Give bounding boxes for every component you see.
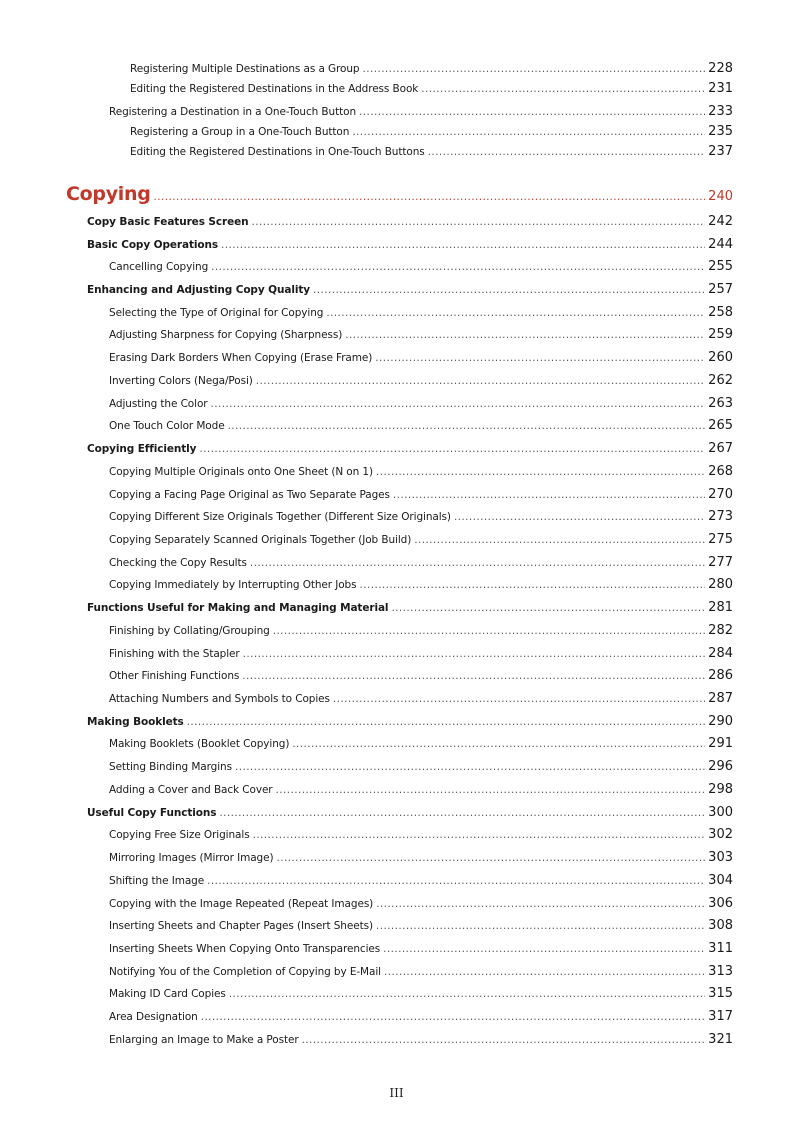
dot-leader — [273, 625, 705, 637]
toc-entry-title: Setting Binding Margins — [109, 761, 232, 773]
toc-entry-page: 255 — [708, 259, 733, 274]
dot-leader — [243, 648, 706, 660]
dot-leader — [219, 807, 705, 819]
dot-leader — [199, 443, 705, 455]
toc-chapter-copying[interactable] — [66, 183, 733, 205]
dot-leader — [383, 943, 705, 955]
toc-entry-page: 268 — [708, 464, 733, 479]
toc-entry-page: 282 — [708, 623, 733, 638]
toc-entry-title: Editing the Registered Destinations in the Address Book — [130, 83, 419, 95]
toc-entry[interactable] — [109, 1009, 733, 1024]
dot-leader — [345, 329, 705, 341]
toc-entry-page: 287 — [708, 691, 733, 706]
toc-entry-page: 265 — [708, 418, 733, 433]
toc-entry-page: 231 — [708, 81, 733, 96]
toc-entry-page: 291 — [708, 736, 733, 751]
toc-entry-title: Finishing with the Stapler — [109, 648, 240, 660]
toc-entry-page: 308 — [708, 918, 733, 933]
dot-leader — [414, 534, 705, 546]
dot-leader — [252, 216, 706, 228]
toc-entry-page: 313 — [708, 964, 733, 979]
dot-leader — [375, 352, 705, 364]
dot-leader — [359, 106, 705, 118]
toc-entry[interactable] — [109, 555, 733, 570]
dot-leader — [235, 761, 705, 773]
dot-leader — [221, 239, 705, 251]
toc-section[interactable] — [87, 441, 733, 456]
toc-entry[interactable] — [109, 104, 733, 119]
toc-entry-page: 277 — [708, 555, 733, 570]
toc-entry[interactable] — [109, 259, 733, 274]
dot-leader — [201, 1011, 705, 1023]
dot-leader — [250, 557, 705, 569]
toc-entry[interactable] — [109, 964, 733, 979]
dot-leader — [229, 988, 705, 1000]
toc-entry-page: 303 — [708, 850, 733, 865]
toc-section[interactable] — [87, 214, 733, 229]
toc-entry-title: Enlarging an Image to Make a Poster — [109, 1034, 299, 1046]
toc-entry[interactable] — [130, 144, 733, 159]
toc-entry-title: Selecting the Type of Original for Copying — [109, 307, 324, 319]
toc-entry[interactable] — [109, 827, 733, 842]
toc-entry-page: 302 — [708, 827, 733, 842]
toc-entry-title: Adjusting the Color — [109, 398, 208, 410]
toc-entry-page: 296 — [708, 759, 733, 774]
toc-entry[interactable] — [109, 896, 733, 911]
toc-section[interactable] — [87, 237, 733, 252]
toc-entry-page: 259 — [708, 327, 733, 342]
toc-entry-page: 306 — [708, 896, 733, 911]
toc-entry-page: 233 — [708, 104, 733, 119]
toc-entry[interactable] — [109, 532, 733, 547]
toc-entry-page: 298 — [708, 782, 733, 797]
toc-entry-page: 321 — [708, 1032, 733, 1047]
toc-entry-page: 281 — [708, 600, 733, 615]
toc-entry[interactable] — [109, 668, 733, 683]
toc-entry-title: Copying with the Image Repeated (Repeat Images) — [109, 898, 374, 910]
toc-entry[interactable] — [109, 396, 733, 411]
toc-entry[interactable] — [109, 305, 733, 320]
toc-entry-page: 244 — [708, 237, 733, 252]
toc-entry-title: Erasing Dark Borders When Copying (Erase Frame) — [109, 352, 373, 364]
dot-leader — [333, 693, 705, 705]
toc-entry-title: Inserting Sheets When Copying Onto Transparencies — [109, 943, 381, 955]
toc-entry-page: 267 — [708, 441, 733, 456]
toc-entry-page: 257 — [708, 282, 733, 297]
chapter-title: Copying — [66, 183, 151, 205]
dot-leader — [360, 579, 706, 591]
dot-leader — [187, 716, 706, 728]
toc-entry[interactable] — [109, 873, 733, 888]
toc-entry[interactable] — [109, 464, 733, 479]
dot-leader — [384, 966, 705, 978]
toc-entry-page: 228 — [708, 61, 733, 76]
toc-entry[interactable] — [109, 418, 733, 433]
toc-entry[interactable] — [109, 986, 733, 1001]
toc-entry-page: 262 — [708, 373, 733, 388]
toc-entry[interactable] — [109, 1032, 733, 1047]
toc-section[interactable] — [87, 714, 733, 729]
toc-entry-title: Inserting Sheets and Chapter Pages (Insert Sheets) — [109, 920, 373, 932]
toc-entry-page: 284 — [708, 646, 733, 661]
toc-entry-title: Editing the Registered Destinations in One-Touch Buttons — [130, 146, 425, 158]
toc-entry-title: One Touch Color Mode — [109, 420, 225, 432]
toc-entry-page: 237 — [708, 144, 733, 159]
dot-leader — [454, 511, 705, 523]
toc-entry[interactable] — [109, 782, 733, 797]
dot-leader — [421, 83, 705, 95]
dot-leader — [428, 146, 706, 158]
toc-entry-page: 263 — [708, 396, 733, 411]
toc-entry-title: Other Finishing Functions — [109, 670, 240, 682]
toc-entry[interactable] — [109, 941, 733, 956]
toc-entry[interactable] — [109, 327, 733, 342]
dot-leader — [292, 738, 705, 750]
dot-leader — [253, 829, 706, 841]
toc-entry-page: 311 — [708, 941, 733, 956]
toc-entry-title: Registering a Group in a One-Touch Button — [130, 126, 350, 138]
toc-entry-title: Shifting the Image — [109, 875, 205, 887]
toc-entry[interactable] — [109, 918, 733, 933]
dot-leader — [352, 126, 705, 138]
toc-entry-page: 290 — [708, 714, 733, 729]
toc-entry-title: Finishing by Collating/Grouping — [109, 625, 270, 637]
dot-leader — [207, 875, 705, 887]
toc-entry-page: 286 — [708, 668, 733, 683]
dot-leader — [154, 191, 706, 203]
toc-entry[interactable] — [109, 691, 733, 706]
toc-entry[interactable] — [109, 623, 733, 638]
dot-leader — [376, 466, 705, 478]
toc-section-title: Useful Copy Functions — [87, 807, 217, 819]
dot-leader — [228, 420, 706, 432]
toc-section-title: Enhancing and Adjusting Copy Quality — [87, 284, 311, 296]
toc-entry-title: Adjusting Sharpness for Copying (Sharpness) — [109, 329, 343, 341]
page-number: III — [389, 1086, 404, 1100]
toc-entry-title: Copying Immediately by Interrupting Other Jobs — [109, 579, 357, 591]
toc-section[interactable] — [87, 282, 733, 297]
toc-section-title: Copy Basic Features Screen — [87, 216, 249, 228]
toc-entry-title: Making Booklets (Booklet Copying) — [109, 738, 290, 750]
dot-leader — [326, 307, 705, 319]
toc-entry-page: 260 — [708, 350, 733, 365]
toc-entry[interactable] — [130, 124, 733, 139]
toc-entry-page: 258 — [708, 305, 733, 320]
toc-entry-title: Registering a Destination in a One-Touch Button — [109, 106, 356, 118]
dot-leader — [211, 261, 705, 273]
dot-leader — [376, 898, 705, 910]
dot-leader — [242, 670, 705, 682]
dot-leader — [363, 63, 706, 75]
toc-entry[interactable] — [109, 509, 733, 524]
toc-entry-page: 235 — [708, 124, 733, 139]
toc-entry-title: Checking the Copy Results — [109, 557, 247, 569]
dot-leader — [256, 375, 705, 387]
toc-entry-page: 304 — [708, 873, 733, 888]
dot-leader — [393, 489, 705, 501]
dot-leader — [276, 852, 705, 864]
dot-leader — [210, 398, 705, 410]
toc-entry-title: Copying Different Size Originals Together (Different Size Originals) — [109, 511, 451, 523]
toc-entry[interactable] — [109, 759, 733, 774]
toc-entry-page: 280 — [708, 577, 733, 592]
toc-entry-title: Mirroring Images (Mirror Image) — [109, 852, 274, 864]
toc-entry-page: 270 — [708, 487, 733, 502]
toc-entry[interactable] — [109, 646, 733, 661]
dot-leader — [313, 284, 705, 296]
toc-section-title: Making Booklets — [87, 716, 184, 728]
toc-entry[interactable] — [109, 373, 733, 388]
toc-section[interactable] — [87, 600, 733, 615]
toc-entry-title: Copying Free Size Originals — [109, 829, 250, 841]
chapter-page: 240 — [708, 189, 733, 204]
toc-entry-title: Cancelling Copying — [109, 261, 209, 273]
toc-entry[interactable] — [109, 577, 733, 592]
toc-entry[interactable] — [109, 350, 733, 365]
toc-entry-title: Attaching Numbers and Symbols to Copies — [109, 693, 330, 705]
toc-section[interactable] — [87, 805, 733, 820]
toc-entry-page: 273 — [708, 509, 733, 524]
toc-section-title: Functions Useful for Making and Managing Material — [87, 602, 389, 614]
toc-entry-page: 315 — [708, 986, 733, 1001]
toc-entry[interactable] — [130, 61, 733, 76]
toc-entry[interactable] — [130, 81, 733, 96]
toc-entry[interactable] — [109, 850, 733, 865]
toc-entry-title: Notifying You of the Completion of Copying by E-Mail — [109, 966, 381, 978]
toc-entry-title: Making ID Card Copies — [109, 988, 226, 1000]
dot-leader — [302, 1034, 706, 1046]
toc-entry-page: 242 — [708, 214, 733, 229]
toc-section-title: Basic Copy Operations — [87, 239, 219, 251]
toc-entry-title: Area Designation — [109, 1011, 198, 1023]
toc-entry-title: Inverting Colors (Nega/Posi) — [109, 375, 253, 387]
dot-leader — [391, 602, 705, 614]
toc-entry-page: 317 — [708, 1009, 733, 1024]
toc-entry-page: 300 — [708, 805, 733, 820]
toc-entry-title: Adding a Cover and Back Cover — [109, 784, 273, 796]
toc-entry-title: Registering Multiple Destinations as a Group — [130, 63, 360, 75]
toc-entry[interactable] — [109, 736, 733, 751]
toc-entry-title: Copying Multiple Originals onto One Sheet (N on 1) — [109, 466, 374, 478]
toc-entry-page: 275 — [708, 532, 733, 547]
dot-leader — [376, 920, 705, 932]
toc-entry[interactable] — [109, 487, 733, 502]
dot-leader — [276, 784, 706, 796]
toc-section-title: Copying Efficiently — [87, 443, 197, 455]
toc-entry-title: Copying a Facing Page Original as Two Separate Pages — [109, 489, 390, 501]
toc-entry-title: Copying Separately Scanned Originals Together (Job Build) — [109, 534, 412, 546]
